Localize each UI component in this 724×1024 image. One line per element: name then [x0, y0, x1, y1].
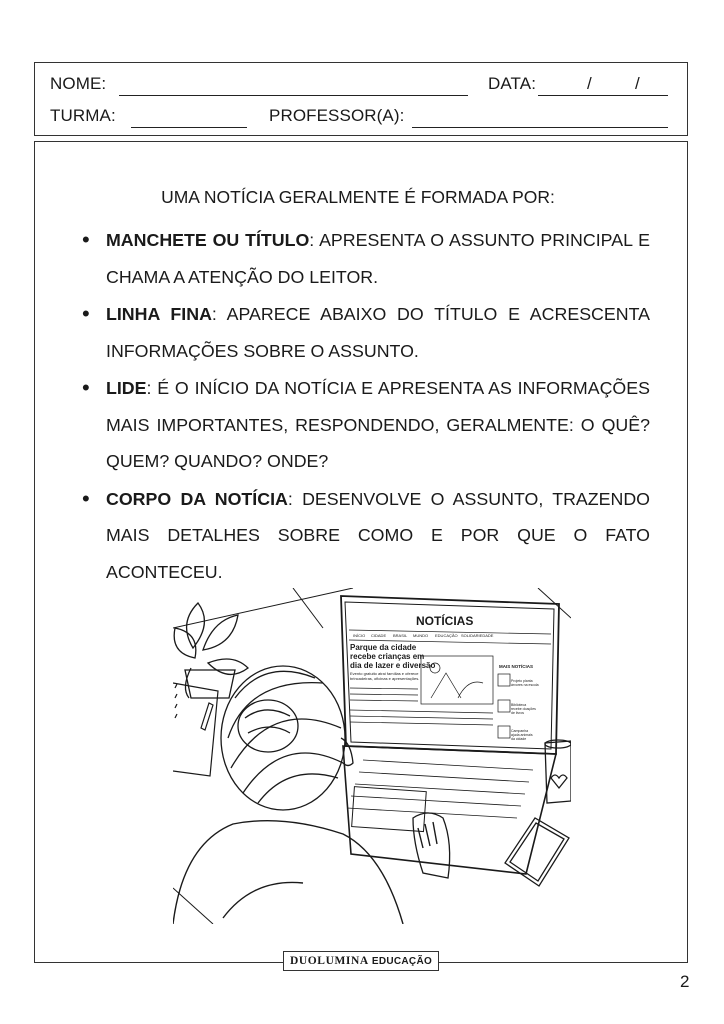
- date-separator-2: /: [635, 74, 640, 93]
- list-item: [80, 222, 650, 295]
- screen-side-2a: Campanha: [511, 729, 529, 733]
- list-item: [80, 370, 650, 480]
- screen-sidebar-title: MAIS NOTÍCIAS: [499, 664, 534, 669]
- notebook-icon: [173, 683, 218, 776]
- name-line[interactable]: [119, 95, 468, 96]
- screen-side-1c: de livros: [511, 711, 525, 715]
- screen-headline-1: recebe crianças em: [350, 652, 425, 661]
- item-text: : DESENVOLVE O ASSUNTO, TRAZENDO MAIS DETALHES SOBRE COMO E POR QUE O FATO ACONTECEU.: [106, 488, 651, 582]
- screen-side-1a: Biblioteca: [511, 703, 527, 707]
- item-text: : APARECE ABAIXO DO TÍTULO E ACRESCENTA INFORMAÇÕES SOBRE O ASSUNTO.: [106, 304, 650, 361]
- brand-part2: EDUCAÇÃO: [371, 956, 433, 967]
- item-term: LIDE: [106, 378, 147, 398]
- screen-subline-0: Evento gratuito atrai famílias e oferece: [350, 671, 419, 676]
- screen-headline-0: Parque da cidade: [350, 643, 417, 652]
- screen-nav-0: INÍCIO: [353, 633, 366, 638]
- news-parts-list: [80, 222, 650, 591]
- item-text: : APRESENTA O ASSUNTO PRINCIPAL E CHAMA A ATENÇÃO DO LEITOR.: [106, 230, 650, 287]
- screen-headline-2: dia de lazer e diversão: [350, 661, 436, 670]
- plant-icon: [174, 603, 248, 698]
- name-label: NOME:: [50, 74, 107, 93]
- screen-nav-1: CIDADE: [371, 633, 387, 638]
- item-term: MANCHETE OU TÍTULO: [106, 230, 310, 250]
- brand-label: [283, 951, 439, 971]
- screen-side-1b: recebe doações: [511, 707, 536, 711]
- date-line[interactable]: [538, 95, 668, 96]
- item-term: LINHA FINA: [106, 304, 212, 324]
- screen-side-2c: da cidade: [511, 737, 527, 741]
- class-line[interactable]: [131, 127, 247, 128]
- teacher-line[interactable]: [412, 127, 668, 128]
- intro-text: UMA NOTÍCIA GERALMENTE É FORMADA POR:: [161, 187, 555, 207]
- item-term: CORPO DA NOTÍCIA: [106, 488, 288, 509]
- screen-nav-5: SOLIDARIEDADE: [461, 633, 494, 638]
- screen-side-2b: ajuda animais: [511, 733, 533, 737]
- list-item: [80, 296, 650, 369]
- item-text: : É O INÍCIO DA NOTÍCIA E APRESENTA AS INFORMAÇÕES MAIS IMPORTANTES, RESPONDENDO, GERALMENTE: O QUÊ? QUEM? QUANDO? ONDE?: [106, 378, 650, 471]
- teacher-label: PROFESSOR(A):: [269, 106, 405, 125]
- screen-side-0a: Projeto planta: [511, 679, 533, 683]
- list-item: [80, 481, 650, 591]
- woman-head-icon: [221, 666, 353, 810]
- page-number: 2: [680, 972, 690, 991]
- brand-part1: DUOLUMINA: [289, 955, 369, 967]
- screen-nav-4: EDUCAÇÃO: [435, 633, 458, 638]
- screen-nav-3: MUNDO: [413, 633, 429, 638]
- mug-icon: [545, 740, 571, 803]
- screen-side-0b: árvores na escola: [511, 683, 539, 687]
- screen-site-title: NOTÍCIAS: [416, 614, 474, 628]
- woman-laptop-illustration: [173, 588, 571, 924]
- date-separator-1: /: [587, 74, 592, 93]
- class-label: TURMA:: [50, 106, 116, 125]
- screen-nav-2: BRASIL: [393, 633, 408, 638]
- screen-subline-1: brincadeiras, oficinas e apresentações.: [350, 676, 420, 681]
- date-label: DATA:: [488, 74, 537, 93]
